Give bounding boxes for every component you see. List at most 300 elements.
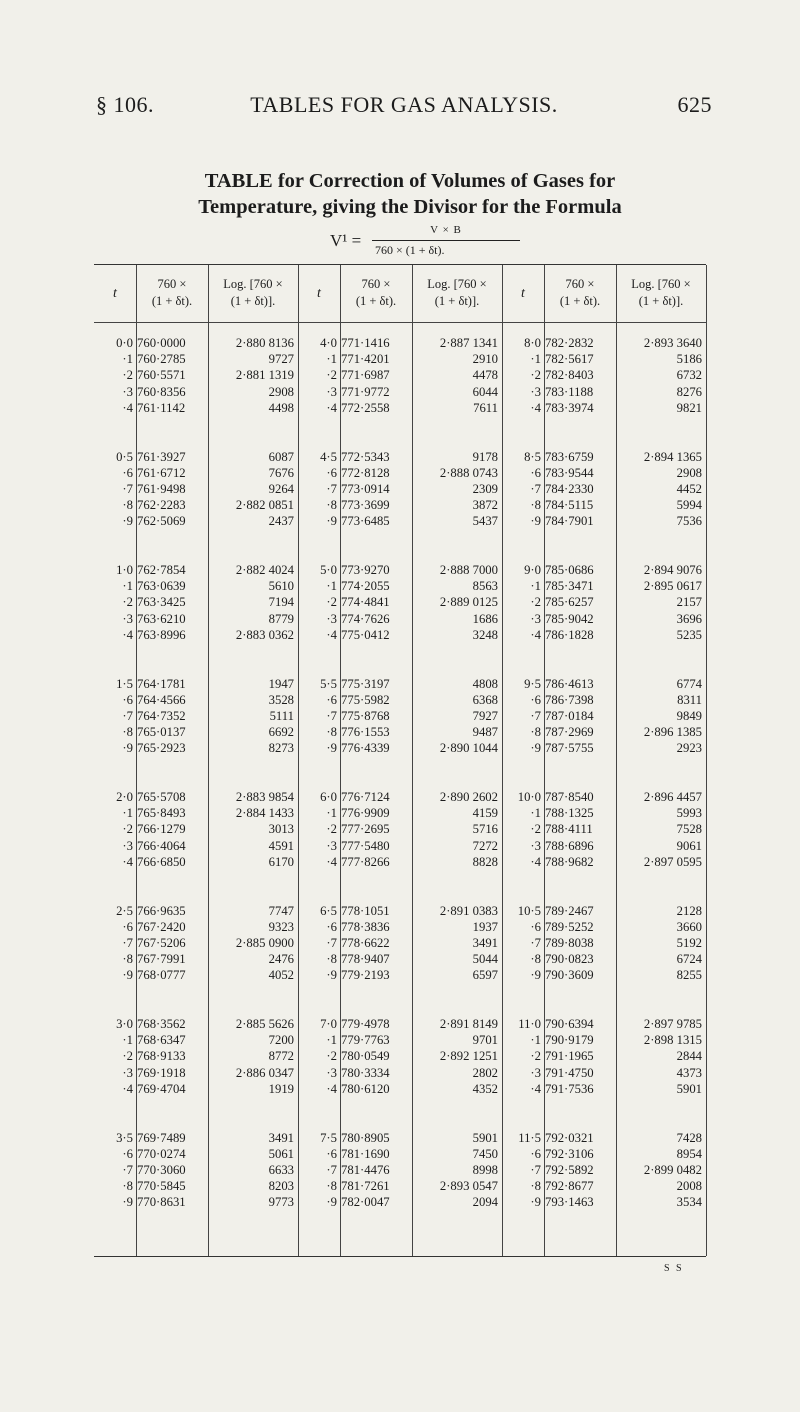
divisor-cell: 769·1918 [137, 1065, 186, 1080]
temperature-cell: ·3 [326, 611, 337, 626]
formula [330, 226, 550, 262]
temperature-cell: ·1 [326, 1033, 337, 1048]
log-divisor-cell: 9323 [268, 919, 294, 934]
divisor-cell: 777·8266 [341, 854, 390, 869]
log-divisor-cell: 7676 [268, 465, 294, 480]
divisor-cell: 766·4064 [137, 838, 186, 853]
temperature-cell: 5·0 [320, 563, 337, 577]
header-t-label: t [317, 285, 321, 301]
temperature-cell: ·7 [326, 935, 337, 950]
log-divisor-cell: 6044 [472, 384, 498, 399]
header-log [208, 265, 298, 321]
temperature-cell: ·1 [122, 806, 133, 821]
temperature-cell: ·2 [122, 1049, 133, 1064]
divisor-cell: 764·7352 [137, 708, 186, 723]
temperature-cell: ·3 [122, 384, 133, 399]
divisor-cell: 776·4339 [341, 741, 390, 756]
divisor-cell: 773·9270 [341, 563, 390, 577]
log-divisor-cell: 7428 [676, 1130, 702, 1145]
divisor-cell: 792·0321 [545, 1130, 594, 1145]
temperature-cell: ·7 [530, 1162, 541, 1177]
formula-numerator: V × B [430, 224, 462, 236]
divisor-cell: 777·2695 [341, 822, 390, 837]
temperature-cell: ·9 [326, 514, 337, 529]
log-divisor-cell: 5994 [676, 498, 702, 513]
temperature-cell: ·8 [122, 498, 133, 513]
log-divisor-cell: 3491 [472, 935, 498, 950]
temperature-cell: 3·0 [116, 1017, 133, 1031]
log-divisor-cell: 6368 [472, 692, 498, 707]
log-divisor-cell: 2908 [676, 465, 702, 480]
temperature-cell: ·4 [122, 627, 133, 642]
log-divisor-cell: 9773 [268, 1195, 294, 1210]
log-divisor-cell: 7747 [268, 903, 294, 918]
log-divisor-cell: 2·899 0482 [643, 1162, 702, 1177]
divisor-cell: 774·4841 [341, 595, 390, 610]
divisor-cell: 778·3836 [341, 919, 390, 934]
log-divisor-cell: 7272 [472, 838, 498, 853]
log-divisor-cell: 5044 [472, 952, 498, 967]
temperature-cell: ·4 [122, 400, 133, 415]
log-divisor-cell: 7194 [268, 595, 294, 610]
log-divisor-cell: 2908 [268, 384, 294, 399]
log-divisor-cell: 2·892 1251 [439, 1049, 498, 1064]
temperature-cell: ·2 [122, 822, 133, 837]
header-value-line: 760 × [361, 277, 391, 291]
log-divisor-cell: 3696 [676, 611, 702, 626]
temperature-cell: ·2 [122, 595, 133, 610]
divisor-cell: 787·8540 [545, 790, 594, 804]
divisor-cell: 760·5571 [137, 368, 186, 383]
table-title-line-2: Temperature, giving the Divisor for the Formula [198, 196, 622, 218]
log-divisor-cell: 8311 [677, 692, 702, 707]
divisor-cell: 783·3974 [545, 400, 594, 415]
page-number: 625 [677, 92, 712, 117]
log-divisor-cell: 3872 [472, 498, 498, 513]
temperature-cell: ·4 [326, 854, 337, 869]
log-divisor-cell: 6774 [676, 676, 702, 691]
temperature-cell: ·4 [326, 400, 337, 415]
divisor-cell: 765·8493 [137, 806, 186, 821]
log-divisor-cell: 9061 [676, 838, 702, 853]
log-divisor-cell: 2·889 0125 [439, 595, 498, 610]
divisor-cell: 779·4978 [341, 1017, 390, 1031]
temperature-cell: ·3 [326, 1065, 337, 1080]
header-log-line: (1 + δt)]. [230, 294, 276, 308]
temperature-cell: ·8 [326, 725, 337, 740]
header-value-line: (1 + δt). [151, 294, 193, 308]
divisor-cell: 782·0047 [341, 1195, 390, 1210]
log-divisor-cell: 5437 [472, 514, 498, 529]
header-t-label: t [113, 285, 117, 301]
divisor-cell: 769·4704 [137, 1081, 186, 1096]
temperature-cell: ·1 [530, 352, 541, 367]
log-divisor-cell: 4373 [676, 1065, 702, 1080]
log-divisor-cell: 4591 [268, 838, 294, 853]
temperature-cell: ·1 [122, 1033, 133, 1048]
divisor-cell: 788·1325 [545, 806, 594, 821]
log-divisor-cell: 3528 [268, 692, 294, 707]
log-divisor-cell: 6724 [676, 952, 702, 967]
log-divisor-cell: 7536 [676, 514, 702, 529]
header-value-line: 760 × [565, 277, 595, 291]
divisor-cell: 793·1463 [545, 1195, 594, 1210]
divisor-cell: 784·2330 [545, 481, 594, 496]
log-divisor-cell: 2476 [268, 952, 294, 967]
divisor-cell: 785·0686 [545, 563, 594, 577]
log-divisor-cell: 1947 [268, 676, 294, 691]
log-divisor-cell: 2·886 0347 [235, 1065, 294, 1080]
temperature-cell: ·6 [122, 692, 133, 707]
temperature-cell: 4·0 [320, 336, 337, 350]
table-right-border [706, 265, 707, 1256]
temperature-cell: ·3 [122, 611, 133, 626]
temperature-cell: 6·5 [320, 903, 337, 918]
log-divisor-cell: 4452 [676, 481, 702, 496]
log-divisor-cell: 6633 [268, 1162, 294, 1177]
divisor-cell: 791·7536 [545, 1081, 594, 1096]
temperature-cell: ·6 [530, 1146, 541, 1161]
divisor-cell: 769·7489 [137, 1130, 186, 1145]
temperature-cell: ·2 [326, 368, 337, 383]
divisor-cell: 780·6120 [341, 1081, 390, 1096]
divisor-cell: 768·3562 [137, 1017, 186, 1031]
log-divisor-cell: 2·891 8149 [439, 1017, 498, 1031]
divisor-cell: 782·5617 [545, 352, 594, 367]
log-divisor-cell: 2844 [676, 1049, 702, 1064]
log-divisor-cell: 3248 [472, 627, 498, 642]
divisor-cell: 780·0549 [341, 1049, 390, 1064]
log-divisor-cell: 2128 [676, 903, 702, 918]
log-divisor-cell: 5192 [676, 935, 702, 950]
divisor-cell: 786·1828 [545, 627, 594, 642]
temperature-cell: ·9 [122, 741, 133, 756]
log-divisor-cell: 2·894 9076 [643, 563, 702, 577]
divisor-cell: 774·2055 [341, 579, 390, 594]
log-divisor-cell: 5235 [676, 627, 702, 642]
log-divisor-cell: 2·897 9785 [643, 1017, 702, 1031]
log-divisor-cell: 5186 [676, 352, 702, 367]
log-divisor-cell: 2·880 8136 [235, 336, 294, 350]
divisor-cell: 775·0412 [341, 627, 390, 642]
temperature-cell: ·2 [326, 822, 337, 837]
divisor-cell: 778·1051 [341, 903, 390, 918]
divisor-cell: 785·3471 [545, 579, 594, 594]
log-divisor-cell: 2·894 1365 [643, 449, 702, 464]
log-divisor-cell: 9178 [472, 449, 498, 464]
temperature-cell: ·9 [530, 968, 541, 983]
temperature-cell: ·9 [122, 968, 133, 983]
divisor-cell: 760·8356 [137, 384, 186, 399]
log-divisor-cell: 6087 [268, 449, 294, 464]
divisor-cell: 792·3106 [545, 1146, 594, 1161]
divisor-cell: 787·0184 [545, 708, 594, 723]
divisor-cell: 776·9909 [341, 806, 390, 821]
log-divisor-cell: 2·884 1433 [235, 806, 294, 821]
temperature-cell: ·6 [326, 1146, 337, 1161]
divisor-cell: 779·7763 [341, 1033, 390, 1048]
divisor-cell: 779·2193 [341, 968, 390, 983]
temperature-cell: ·6 [122, 465, 133, 480]
divisor-cell: 775·5982 [341, 692, 390, 707]
log-divisor-cell: 7200 [268, 1033, 294, 1048]
divisor-cell: 782·2832 [545, 336, 594, 350]
divisor-cell: 781·1690 [341, 1146, 390, 1161]
temperature-cell: ·2 [530, 822, 541, 837]
header-value-line: (1 + δt). [355, 294, 397, 308]
temperature-cell: ·8 [122, 952, 133, 967]
log-divisor-cell: 2309 [472, 481, 498, 496]
temperature-cell: ·4 [122, 854, 133, 869]
divisor-cell: 767·5206 [137, 935, 186, 950]
divisor-cell: 775·3197 [341, 676, 390, 691]
log-divisor-cell: 5716 [472, 822, 498, 837]
header-t-label: t [521, 285, 525, 301]
divisor-cell: 785·6257 [545, 595, 594, 610]
temperature-cell: ·3 [530, 838, 541, 853]
log-divisor-cell: 2923 [676, 741, 702, 756]
log-divisor-cell: 2·882 0851 [235, 498, 294, 513]
log-divisor-cell: 1686 [472, 611, 498, 626]
temperature-cell: 11·0 [518, 1017, 541, 1031]
log-divisor-cell: 4498 [268, 400, 294, 415]
temperature-cell: ·3 [326, 838, 337, 853]
temperature-cell: ·9 [326, 968, 337, 983]
log-divisor-cell: 9727 [268, 352, 294, 367]
divisor-cell: 773·0914 [341, 481, 390, 496]
divisor-cell: 784·5115 [545, 498, 594, 513]
temperature-cell: ·7 [326, 708, 337, 723]
divisor-cell: 776·7124 [341, 790, 390, 804]
temperature-cell: ·4 [530, 854, 541, 869]
correction-table [94, 264, 706, 1257]
temperature-cell: ·3 [530, 611, 541, 626]
temperature-cell: ·3 [122, 1065, 133, 1080]
log-divisor-cell: 2094 [472, 1195, 498, 1210]
divisor-cell: 785·9042 [545, 611, 594, 626]
temperature-cell: ·1 [326, 806, 337, 821]
divisor-cell: 778·9407 [341, 952, 390, 967]
log-divisor-cell: 8772 [268, 1049, 294, 1064]
temperature-cell: ·2 [326, 595, 337, 610]
divisor-cell: 763·6210 [137, 611, 186, 626]
divisor-cell: 790·0823 [545, 952, 594, 967]
temperature-cell: ·7 [530, 481, 541, 496]
temperature-cell: 4·5 [320, 449, 337, 464]
log-divisor-cell: 4352 [472, 1081, 498, 1096]
temperature-cell: ·9 [122, 514, 133, 529]
divisor-cell: 790·3609 [545, 968, 594, 983]
divisor-cell: 776·1553 [341, 725, 390, 740]
temperature-cell: ·2 [530, 368, 541, 383]
temperature-cell: ·4 [530, 400, 541, 415]
divisor-cell: 770·3060 [137, 1162, 186, 1177]
header-log-line: (1 + δt)]. [434, 294, 480, 308]
log-divisor-cell: 9701 [472, 1033, 498, 1048]
divisor-cell: 762·5069 [137, 514, 186, 529]
temperature-cell: ·4 [530, 1081, 541, 1096]
divisor-cell: 760·0000 [137, 336, 186, 350]
header-value-line: 760 × [157, 277, 187, 291]
divisor-cell: 763·3425 [137, 595, 186, 610]
temperature-cell: ·9 [122, 1195, 133, 1210]
header-log-line: Log. [760 × [223, 277, 283, 291]
temperature-cell: ·2 [122, 368, 133, 383]
divisor-cell: 788·4111 [545, 822, 593, 837]
formula-denominator: 760 × (1 + δt). [375, 243, 445, 257]
header-t [94, 265, 136, 321]
divisor-cell: 768·9133 [137, 1049, 186, 1064]
temperature-cell: ·1 [122, 579, 133, 594]
divisor-cell: 790·6394 [545, 1017, 594, 1031]
divisor-cell: 764·1781 [137, 676, 186, 691]
table-title-line-1: TABLE for Correction of Volumes of Gases for [204, 170, 616, 192]
divisor-cell: 792·8677 [545, 1179, 594, 1194]
divisor-cell: 764·4566 [137, 692, 186, 707]
temperature-cell: ·4 [530, 627, 541, 642]
temperature-cell: ·9 [326, 741, 337, 756]
log-divisor-cell: 5061 [268, 1146, 294, 1161]
temperature-cell: 8·5 [524, 449, 541, 464]
divisor-cell: 762·7854 [137, 563, 186, 577]
temperature-cell: ·7 [530, 935, 541, 950]
signature-mark: S S [664, 1263, 684, 1274]
divisor-cell: 777·5480 [341, 838, 390, 853]
log-divisor-cell: 8828 [472, 854, 498, 869]
log-divisor-cell: 2·883 0362 [235, 627, 294, 642]
temperature-cell: ·3 [530, 384, 541, 399]
divisor-cell: 768·0777 [137, 968, 186, 983]
log-divisor-cell: 8779 [268, 611, 294, 626]
temperature-cell: ·7 [122, 481, 133, 496]
log-divisor-cell: 7611 [473, 400, 498, 415]
log-divisor-cell: 2·888 7000 [439, 563, 498, 577]
section-number: § 106. [96, 92, 154, 117]
divisor-cell: 771·6987 [341, 368, 390, 383]
divisor-cell: 792·5892 [545, 1162, 594, 1177]
log-divisor-cell: 6597 [472, 968, 498, 983]
divisor-cell: 763·0639 [137, 579, 186, 594]
divisor-cell: 770·8631 [137, 1195, 186, 1210]
temperature-cell: ·2 [530, 595, 541, 610]
log-divisor-cell: 7450 [472, 1146, 498, 1161]
divisor-cell: 789·2467 [545, 903, 594, 918]
divisor-cell: 791·4750 [545, 1065, 594, 1080]
log-divisor-cell: 2·893 0547 [439, 1179, 498, 1194]
divisor-cell: 771·9772 [341, 384, 390, 399]
temperature-cell: 8·0 [524, 336, 541, 350]
temperature-cell: 9·0 [524, 563, 541, 577]
divisor-cell: 784·7901 [545, 514, 594, 529]
temperature-cell: 7·0 [320, 1017, 337, 1031]
log-divisor-cell: 2·896 1385 [643, 725, 702, 740]
table-title [60, 168, 760, 220]
log-divisor-cell: 9849 [676, 708, 702, 723]
temperature-cell: ·1 [530, 1033, 541, 1048]
log-divisor-cell: 5610 [268, 579, 294, 594]
log-divisor-cell: 8954 [676, 1146, 702, 1161]
temperature-cell: ·8 [122, 725, 133, 740]
log-divisor-cell: 4808 [472, 676, 498, 691]
log-divisor-cell: 2·895 0617 [643, 579, 702, 594]
header-value [544, 265, 616, 321]
divisor-cell: 790·9179 [545, 1033, 594, 1048]
divisor-cell: 780·8905 [341, 1130, 390, 1145]
log-divisor-cell: 2·896 4457 [643, 790, 702, 804]
log-divisor-cell: 6732 [676, 368, 702, 383]
log-divisor-cell: 8203 [268, 1179, 294, 1194]
temperature-cell: ·6 [326, 919, 337, 934]
temperature-cell: ·6 [326, 465, 337, 480]
log-divisor-cell: 2·890 1044 [439, 741, 498, 756]
divisor-cell: 765·0137 [137, 725, 186, 740]
running-head-title: TABLES FOR GAS ANALYSIS. [250, 92, 558, 117]
divisor-cell: 763·8996 [137, 627, 186, 642]
log-divisor-cell: 5993 [676, 806, 702, 821]
header-value-line: (1 + δt). [559, 294, 601, 308]
divisor-cell: 782·8403 [545, 368, 594, 383]
log-divisor-cell: 1919 [268, 1081, 294, 1096]
temperature-cell: 10·5 [517, 903, 541, 918]
temperature-cell: 6·0 [320, 790, 337, 804]
divisor-cell: 768·6347 [137, 1033, 186, 1048]
divisor-cell: 791·1965 [545, 1049, 594, 1064]
temperature-cell: ·3 [122, 838, 133, 853]
log-divisor-cell: 2008 [676, 1179, 702, 1194]
divisor-cell: 780·3334 [341, 1065, 390, 1080]
temperature-cell: ·4 [326, 1081, 337, 1096]
divisor-cell: 765·5708 [137, 790, 186, 804]
header-t [298, 265, 340, 321]
temperature-cell: ·8 [122, 1179, 133, 1194]
divisor-cell: 761·9498 [137, 481, 186, 496]
temperature-cell: ·7 [122, 935, 133, 950]
log-divisor-cell: 9821 [676, 400, 702, 415]
divisor-cell: 767·2420 [137, 919, 186, 934]
temperature-cell: ·1 [326, 579, 337, 594]
temperature-cell: ·7 [530, 708, 541, 723]
divisor-cell: 766·9635 [137, 903, 186, 918]
log-divisor-cell: 2157 [676, 595, 702, 610]
log-divisor-cell: 1937 [472, 919, 498, 934]
temperature-cell: 0·5 [116, 449, 133, 464]
temperature-cell: ·6 [530, 465, 541, 480]
log-divisor-cell: 2910 [472, 352, 498, 367]
header-log [616, 265, 706, 321]
log-divisor-cell: 2·887 1341 [439, 336, 498, 350]
temperature-cell: 3·5 [116, 1130, 133, 1145]
temperature-cell: 2·5 [116, 903, 133, 918]
temperature-cell: ·7 [122, 1162, 133, 1177]
temperature-cell: ·2 [326, 1049, 337, 1064]
log-divisor-cell: 5111 [269, 708, 294, 723]
temperature-cell: ·8 [530, 1179, 541, 1194]
temperature-cell: 9·5 [524, 676, 541, 691]
divisor-cell: 773·3699 [341, 498, 390, 513]
log-divisor-cell: 2·898 1315 [643, 1033, 702, 1048]
log-divisor-cell: 2·885 5626 [235, 1017, 294, 1031]
temperature-cell: ·6 [326, 692, 337, 707]
divisor-cell: 781·4476 [341, 1162, 390, 1177]
divisor-cell: 778·6622 [341, 935, 390, 950]
divisor-cell: 766·1279 [137, 822, 186, 837]
log-divisor-cell: 8563 [472, 579, 498, 594]
temperature-cell: ·8 [530, 952, 541, 967]
divisor-cell: 786·7398 [545, 692, 594, 707]
temperature-cell: ·3 [530, 1065, 541, 1080]
temperature-cell: ·8 [326, 1179, 337, 1194]
temperature-cell: ·9 [530, 1195, 541, 1210]
